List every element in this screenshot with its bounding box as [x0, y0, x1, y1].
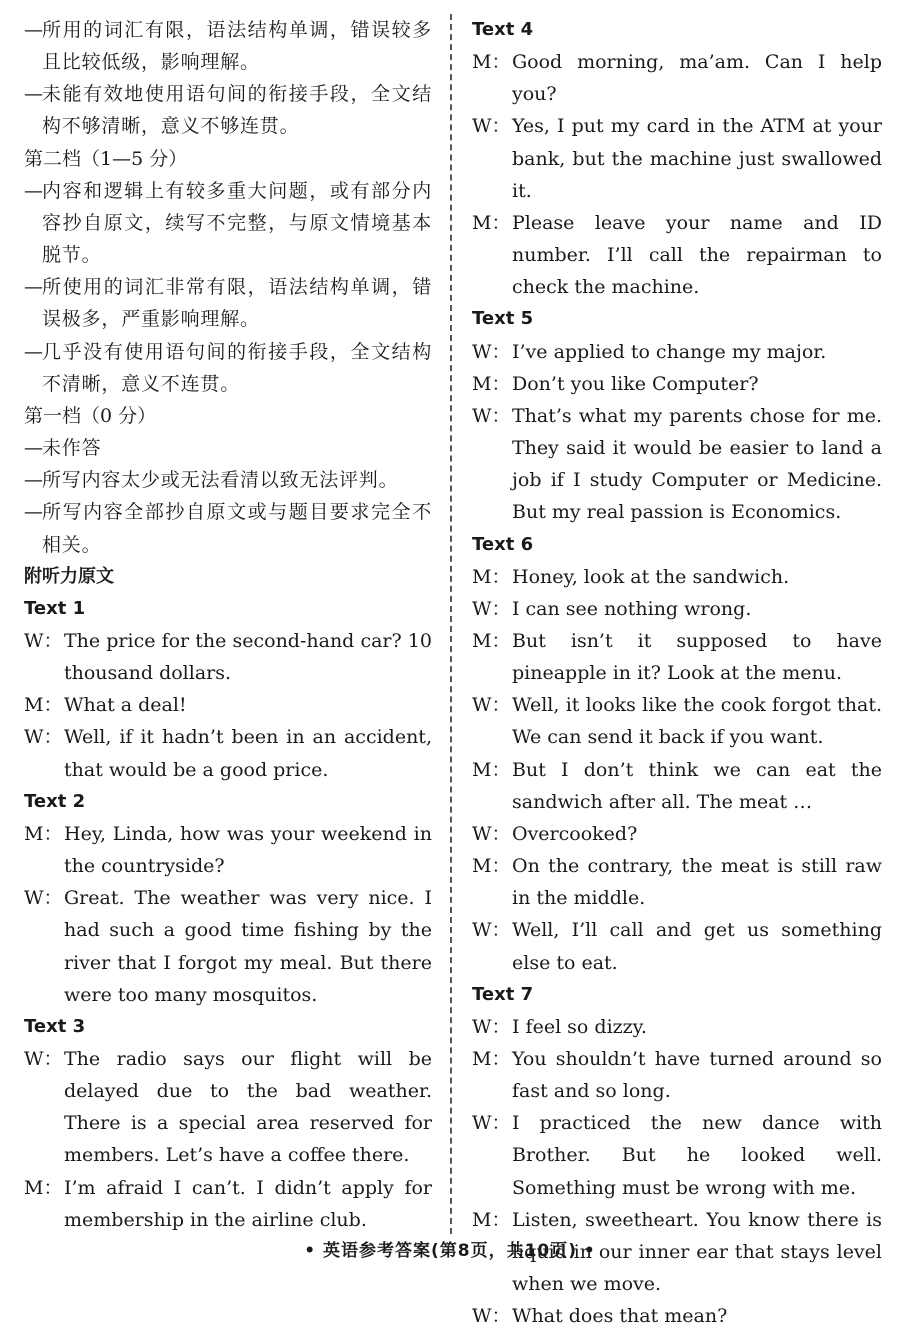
dialogue-line: [472, 1300, 882, 1332]
dialogue-line: [472, 207, 882, 303]
criteria-item: [24, 432, 432, 464]
dialogue-text: Well, if it hadn’t been in an accident, that would be a good price.: [64, 726, 432, 781]
criteria-item: [24, 464, 432, 496]
dialogue-line: [472, 754, 882, 818]
dialogue-line: [472, 914, 882, 978]
criteria-text: 未作答: [42, 437, 102, 460]
bullet-dash: —: [24, 276, 43, 299]
speaker-label: W：: [472, 115, 511, 138]
section-heading: Text 1: [24, 597, 86, 619]
criteria-text: 内容和逻辑上有较多重大问题，或有部分内容抄自原文，续写不完整，与原文情境基本脱节。: [42, 179, 432, 267]
criteria-item: [24, 14, 432, 78]
speaker-label: M：: [472, 565, 511, 588]
speaker-label: M：: [24, 822, 63, 845]
speaker-label: M：: [24, 694, 63, 717]
page-footer: • 英语参考答案(第8页，共10页) •: [304, 1241, 596, 1261]
criteria-text: 所用的词汇有限，语法结构单调，错误较多且比较低级，影响理解。: [42, 19, 432, 74]
dialogue-line: [472, 110, 882, 206]
section-heading: 附听力原文: [24, 565, 114, 587]
speaker-label: W：: [472, 919, 511, 942]
dialogue-line: [24, 882, 432, 1011]
section-heading: Text 5: [472, 308, 534, 330]
section-heading: Text 3: [24, 1015, 86, 1037]
dialogue-line: [472, 818, 882, 850]
section-heading: Text 4: [472, 19, 534, 40]
dialogue-text: Overcooked?: [512, 822, 638, 845]
bullet-dash: —: [24, 501, 43, 524]
criteria-item: [24, 78, 432, 142]
dialogue-text: That’s what my parents chose for me. They said it would be easier to land a job if I study Computer or Medicine. But my real passion is Economics.: [512, 404, 882, 524]
section-heading: Text 6: [472, 533, 534, 555]
speaker-label: M：: [472, 855, 511, 878]
dialogue-text: Well, it looks like the cook forgot that. We can send it back if you want.: [512, 694, 882, 749]
speaker-label: W：: [472, 822, 511, 845]
dialogue-text: Listen, sweetheart. You know there is liquid in our inner ear that stays level when we move.: [512, 1208, 882, 1296]
criteria-text: 所写内容太少或无法看清以致无法评判。: [42, 469, 399, 492]
dialogue-text: Please leave your name and ID number. I’ll call the repairman to check the machine.: [512, 211, 882, 299]
bullet-dash: —: [24, 340, 43, 363]
dialogue-line: [472, 625, 882, 689]
speaker-label: M：: [472, 51, 511, 74]
speaker-label: W：: [472, 1015, 511, 1038]
bullet-dash: —: [24, 469, 43, 492]
dialogue-line: [472, 400, 882, 529]
dialogue-text: I’ve applied to change my major.: [512, 340, 827, 363]
speaker-label: W：: [24, 887, 63, 910]
bullet-dash: —: [24, 83, 43, 106]
dialogue-line: [472, 336, 882, 368]
dialogue-text: I feel so dizzy.: [512, 1015, 647, 1038]
speaker-label: M：: [472, 1048, 511, 1070]
dialogue-text: Don’t you like Computer?: [512, 372, 759, 395]
left-column: [24, 14, 432, 1236]
speaker-label: M：: [472, 372, 511, 395]
dialogue-line: [472, 46, 882, 110]
dialogue-line: [24, 689, 432, 721]
grade-heading: 第一档（0 分）: [24, 404, 157, 427]
speaker-label: W：: [472, 597, 511, 620]
speaker-label: W：: [24, 629, 63, 652]
right-column: [472, 14, 882, 1332]
dialogue-text: The price for the second-hand car? 10 thousand dollars.: [64, 629, 432, 685]
criteria-text: 几乎没有使用语句间的衔接手段，全文结构不清晰，意义不连贯。: [42, 340, 432, 395]
speaker-label: M：: [472, 758, 511, 781]
dialogue-line: [472, 1107, 882, 1203]
dialogue-text: But isn’t it supposed to have pineapple in it? Look at the menu.: [512, 629, 882, 685]
speaker-label: W：: [472, 1112, 511, 1135]
dialogue-line: [24, 1172, 432, 1236]
speaker-label: W：: [24, 726, 63, 749]
dialogue-text: What a deal!: [64, 694, 187, 717]
dialogue-line: [24, 625, 432, 689]
dialogue-text: Well, I’ll call and get us something else to eat.: [512, 919, 882, 974]
dialogue-line: [472, 368, 882, 400]
speaker-label: M：: [472, 629, 511, 652]
criteria-item: [24, 175, 432, 271]
criteria-item: [24, 271, 432, 335]
dialogue-text: The radio says our flight will be delayed due to the bad weather. There is a special area reserved for members. Let’s have a coffee there.: [64, 1048, 432, 1167]
dialogue-line: [472, 561, 882, 593]
section-heading: Text 2: [24, 790, 86, 812]
dialogue-text: Hey, Linda, how was your weekend in the countryside?: [64, 822, 432, 878]
dialogue-text: I practiced the new dance with Brother. But he looked well. Something must be wrong with me.: [512, 1112, 882, 1199]
section-heading: Text 7: [472, 983, 534, 1005]
speaker-label: W：: [472, 1305, 511, 1328]
dialogue-line: [472, 1043, 882, 1107]
column-divider: [450, 14, 452, 1234]
criteria-text: 所使用的词汇非常有限，语法结构单调，错误极多，严重影响理解。: [42, 276, 432, 331]
dialogue-line: [472, 593, 882, 625]
speaker-label: W：: [472, 404, 511, 427]
dialogue-line: [24, 818, 432, 882]
dialogue-text: Honey, look at the sandwich.: [512, 565, 790, 588]
dialogue-text: What does that mean?: [512, 1305, 728, 1328]
dialogue-line: [472, 850, 882, 914]
dialogue-line: [24, 1043, 432, 1172]
criteria-item: [24, 496, 432, 560]
speaker-label: M：: [472, 211, 511, 234]
criteria-text: 未能有效地使用语句间的衔接手段，全文结构不够清晰，意义不够连贯。: [42, 83, 432, 138]
speaker-label: M：: [24, 1176, 63, 1199]
dialogue-text: I can see nothing wrong.: [512, 597, 752, 620]
speaker-label: W：: [472, 340, 511, 363]
speaker-label: W：: [472, 694, 511, 717]
speaker-label: M：: [472, 1208, 511, 1231]
dialogue-text: I’m afraid I can’t. I didn’t apply for membership in the airline club.: [64, 1176, 432, 1231]
dialogue-text: Great. The weather was very nice. I had such a good time fishing by the river that I forgot my meal. But there were too many mosquitos.: [64, 887, 432, 1006]
dialogue-text: But I don’t think we can eat the sandwich after all. The meat …: [512, 758, 882, 813]
dialogue-text: On the contrary, the meat is still raw in the middle.: [512, 855, 882, 910]
dialogue-text: You shouldn’t have turned around so fast and so long.: [512, 1048, 882, 1103]
criteria-text: 所写内容全部抄自原文或与题目要求完全不相关。: [42, 501, 432, 556]
criteria-item: [24, 336, 432, 400]
dialogue-line: [472, 1011, 882, 1043]
dialogue-line: [472, 689, 882, 753]
bullet-dash: —: [24, 179, 43, 202]
grade-heading: 第二档（1—5 分）: [24, 147, 188, 170]
dialogue-text: Yes, I put my card in the ATM at your bank, but the machine just swallowed it.: [512, 115, 882, 202]
dialogue-text: Good morning, ma’am. Can I help you?: [512, 51, 882, 106]
bullet-dash: —: [24, 437, 43, 460]
bullet-dash: —: [24, 19, 43, 41]
speaker-label: W：: [24, 1048, 63, 1070]
dialogue-line: [24, 721, 432, 785]
